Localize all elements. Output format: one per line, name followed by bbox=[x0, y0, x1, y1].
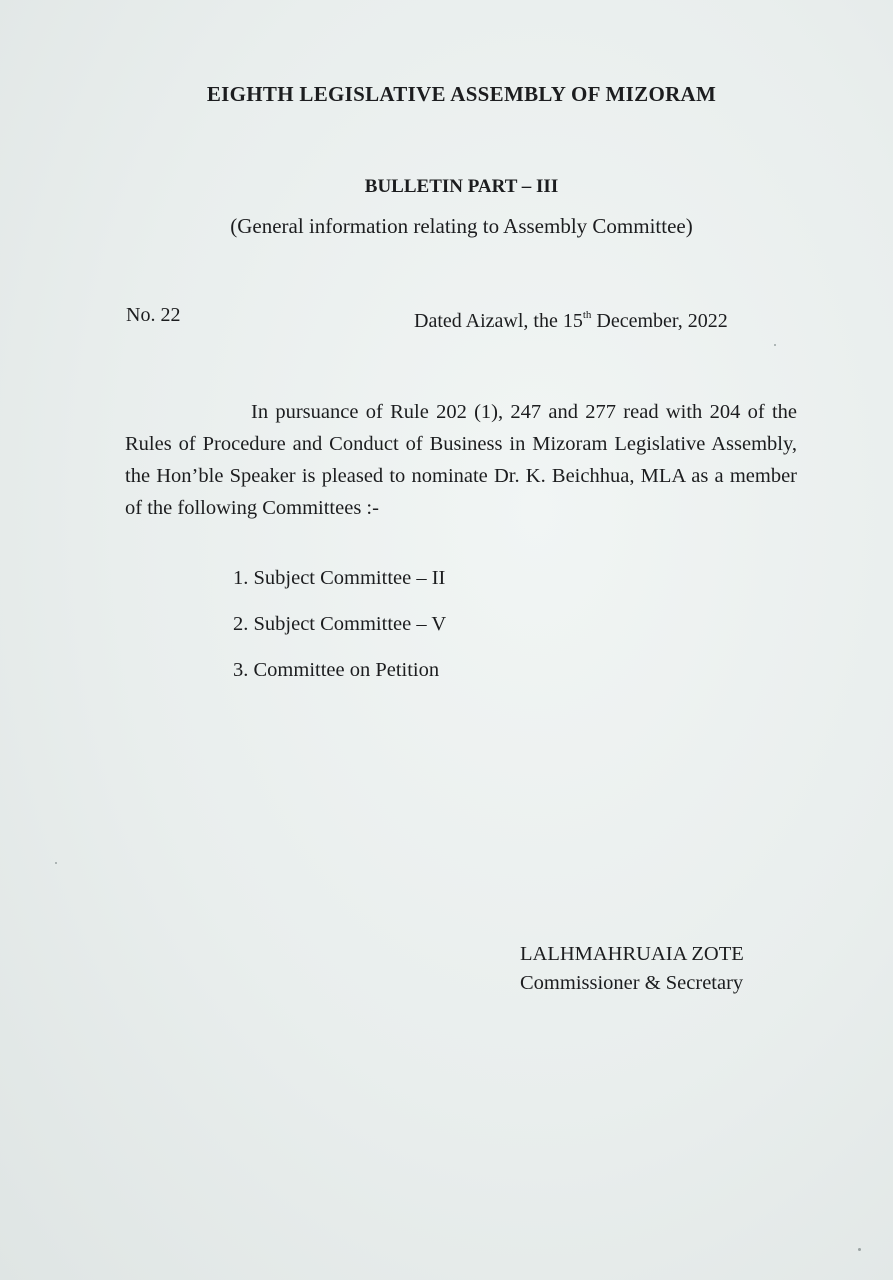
body-paragraph: In pursuance of Rule 202 (1), 247 and 277 read with 204 of the Rules of Procedure and Conduct of Business in Mizoram Legislative Assembly, the Hon’ble Speaker is pleased to nominate Dr. K. Beichhua, MLA as a member of the following Committees :- bbox=[125, 401, 797, 519]
paper-speck bbox=[774, 344, 776, 346]
dated-line bbox=[414, 310, 728, 333]
signatory-block bbox=[520, 940, 744, 998]
dated-ordinal-suffix: th bbox=[582, 309, 592, 321]
bulletin-subtitle: (General information relating to Assembly Committee) bbox=[230, 214, 693, 238]
paper-speck bbox=[55, 862, 57, 864]
committee-list bbox=[233, 563, 446, 701]
signatory-designation: Commissioner & Secretary bbox=[520, 972, 744, 994]
committee-item: 1. Subject Committee – II bbox=[233, 567, 446, 589]
bulletin-number: No. 22 bbox=[126, 304, 181, 326]
bulletin-title: BULLETIN PART – III bbox=[364, 176, 559, 197]
signatory-name: LALHMAHRUAIA ZOTE bbox=[520, 943, 744, 965]
committee-item: 3. Committee on Petition bbox=[233, 659, 440, 681]
assembly-title: EIGHTH LEGISLATIVE ASSEMBLY OF MIZORAM bbox=[206, 82, 717, 106]
paper-speck bbox=[858, 1248, 861, 1251]
committee-item: 2. Subject Committee – V bbox=[233, 613, 447, 635]
dated-prefix: Dated Aizawl, the 15 bbox=[414, 310, 583, 332]
dated-rest: December, 2022 bbox=[591, 310, 728, 332]
